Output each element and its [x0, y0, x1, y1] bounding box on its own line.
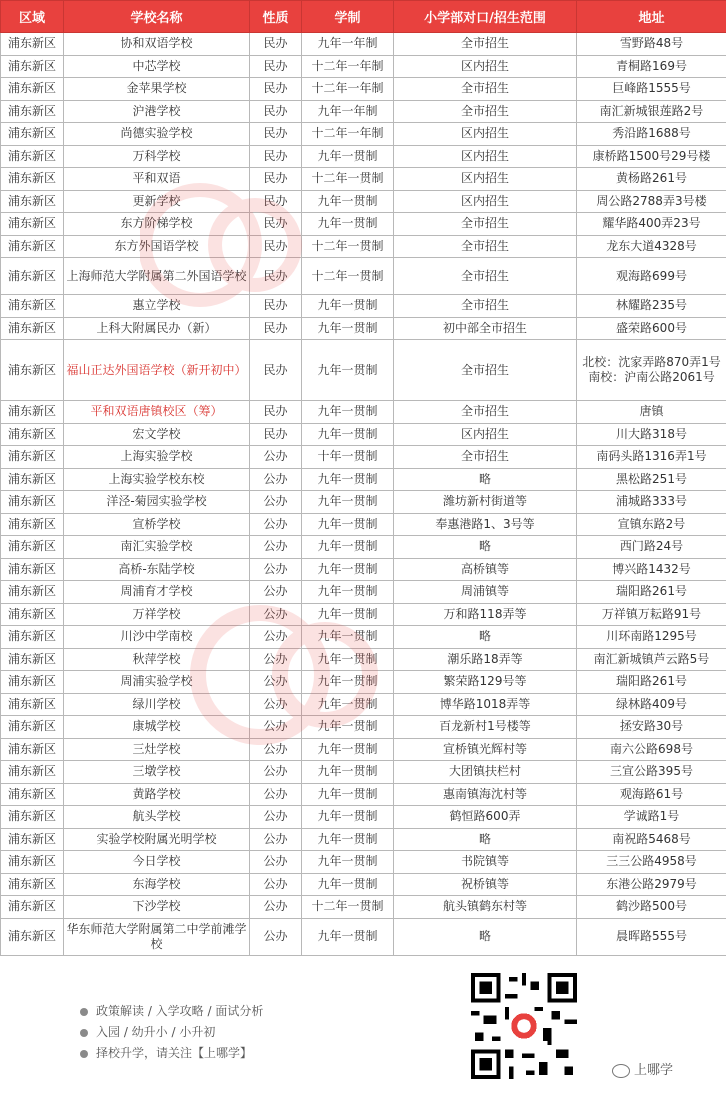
cell-address: 东港公路2979号 [577, 873, 726, 896]
cell-address: 耀华路400弄23号 [577, 213, 726, 236]
cell-address: 西门路24号 [577, 536, 726, 559]
cell-scope: 区内招生 [394, 145, 577, 168]
cell-address: 唐镇 [577, 401, 726, 424]
cell-address: 北校：沈家弄路870弄1号 南校：沪南公路2061号 [577, 340, 726, 401]
footer-bullet: 政策解读 / 入学攻略 / 面试分析 [80, 1001, 263, 1022]
cell-school-name: 东方阶梯学校 [64, 213, 250, 236]
cell-school-name: 川沙中学南校 [64, 626, 250, 649]
cell-system: 九年一贯制 [302, 648, 394, 671]
cell-school-name: 上科大附属民办（新） [64, 317, 250, 340]
cell-type: 民办 [250, 401, 302, 424]
table-row [1, 100, 726, 123]
cell-school-name: 上海实验学校东校 [64, 468, 250, 491]
table-row [1, 581, 726, 604]
cell-school-name: 黄路学校 [64, 783, 250, 806]
cell-address: 青桐路169号 [577, 55, 726, 78]
cell-region: 浦东新区 [1, 340, 64, 401]
cell-scope: 奉惠港路1、3号等 [394, 513, 577, 536]
table-row [1, 558, 726, 581]
cell-type: 公办 [250, 491, 302, 514]
cell-school-name: 实验学校附属光明学校 [64, 828, 250, 851]
cell-school-name: 绿川学校 [64, 693, 250, 716]
cell-system: 十二年一年制 [302, 78, 394, 101]
cell-address: 秀沿路1688号 [577, 123, 726, 146]
cell-region: 浦东新区 [1, 513, 64, 536]
cell-region: 浦东新区 [1, 123, 64, 146]
table-header-row [1, 1, 726, 33]
table-row [1, 123, 726, 146]
cell-school-name: 东方外国语学校 [64, 235, 250, 258]
cell-system: 九年一贯制 [302, 918, 394, 955]
cell-scope: 全市招生 [394, 401, 577, 424]
cell-school-name: 高桥-东陆学校 [64, 558, 250, 581]
footer [0, 963, 726, 1101]
cell-type: 民办 [250, 340, 302, 401]
cell-system: 九年一贯制 [302, 558, 394, 581]
cell-school-name: 三墩学校 [64, 761, 250, 784]
bullet-dot-icon [80, 1029, 88, 1037]
cell-scope: 万和路118弄等 [394, 603, 577, 626]
cell-system: 九年一年制 [302, 33, 394, 56]
cell-scope: 全市招生 [394, 295, 577, 318]
qr-code-icon [471, 973, 577, 1079]
cell-region: 浦东新区 [1, 806, 64, 829]
cell-scope: 略 [394, 536, 577, 559]
bullet-dot-icon [80, 1050, 88, 1058]
cell-region: 浦东新区 [1, 295, 64, 318]
cell-region: 浦东新区 [1, 190, 64, 213]
cell-scope: 略 [394, 918, 577, 955]
table-row [1, 828, 726, 851]
cell-region: 浦东新区 [1, 716, 64, 739]
cell-system: 九年一贯制 [302, 851, 394, 874]
table-row [1, 190, 726, 213]
cell-address: 学诚路1号 [577, 806, 726, 829]
cell-type: 公办 [250, 738, 302, 761]
table-row [1, 491, 726, 514]
header-scope: 小学部对口/招生范围 [394, 1, 577, 33]
cell-system: 十二年一贯制 [302, 168, 394, 191]
cell-address: 南祝路5468号 [577, 828, 726, 851]
cell-type: 民办 [250, 235, 302, 258]
cell-scope: 高桥镇等 [394, 558, 577, 581]
footer-bullet: 择校升学，请关注【上哪学】 [80, 1043, 263, 1064]
cell-type: 公办 [250, 828, 302, 851]
cell-school-name: 华东师范大学附属第二中学前滩学校 [64, 918, 250, 955]
table-row [1, 671, 726, 694]
cell-scope: 航头镇鹤东村等 [394, 896, 577, 919]
cell-school-name: 洋泾-菊园实验学校 [64, 491, 250, 514]
cell-system: 九年一贯制 [302, 423, 394, 446]
cell-scope: 繁荣路129号等 [394, 671, 577, 694]
cell-region: 浦东新区 [1, 491, 64, 514]
table-row [1, 806, 726, 829]
cell-scope: 鹤恒路600弄 [394, 806, 577, 829]
table-row [1, 446, 726, 469]
bullet-dot-icon [80, 1008, 88, 1016]
header-system: 学制 [302, 1, 394, 33]
cell-type: 民办 [250, 78, 302, 101]
cell-region: 浦东新区 [1, 873, 64, 896]
table-row [1, 536, 726, 559]
cell-scope: 惠南镇海沈村等 [394, 783, 577, 806]
cell-address: 绿林路409号 [577, 693, 726, 716]
cell-address: 鹤沙路500号 [577, 896, 726, 919]
cell-region: 浦东新区 [1, 145, 64, 168]
cell-type: 民办 [250, 190, 302, 213]
cell-system: 九年一贯制 [302, 468, 394, 491]
table-row [1, 78, 726, 101]
cell-scope: 区内招生 [394, 55, 577, 78]
cell-scope: 区内招生 [394, 423, 577, 446]
cell-school-name: 周浦育才学校 [64, 581, 250, 604]
cell-type: 公办 [250, 468, 302, 491]
cell-school-name: 中芯学校 [64, 55, 250, 78]
cell-school-name: 万祥学校 [64, 603, 250, 626]
cell-system: 九年一贯制 [302, 783, 394, 806]
cell-region: 浦东新区 [1, 918, 64, 955]
footer-bullets [80, 1001, 263, 1064]
cell-type: 公办 [250, 806, 302, 829]
table-row [1, 317, 726, 340]
cell-region: 浦东新区 [1, 761, 64, 784]
cell-school-name: 南汇实验学校 [64, 536, 250, 559]
cell-school-name: 东海学校 [64, 873, 250, 896]
cell-address: 川环南路1295号 [577, 626, 726, 649]
cell-address: 巨峰路1555号 [577, 78, 726, 101]
cell-system: 十二年一贯制 [302, 235, 394, 258]
cell-system: 九年一贯制 [302, 491, 394, 514]
table-row [1, 603, 726, 626]
table-row [1, 213, 726, 236]
table-row [1, 340, 726, 401]
cell-type: 民办 [250, 55, 302, 78]
cell-type: 民办 [250, 123, 302, 146]
cell-system: 九年一贯制 [302, 581, 394, 604]
cell-address: 瑞阳路261号 [577, 581, 726, 604]
cell-scope: 全市招生 [394, 33, 577, 56]
cell-region: 浦东新区 [1, 738, 64, 761]
cell-type: 民办 [250, 213, 302, 236]
cell-type: 公办 [250, 783, 302, 806]
cell-address: 三宣公路395号 [577, 761, 726, 784]
cell-scope: 全市招生 [394, 235, 577, 258]
table-row [1, 423, 726, 446]
table-row [1, 918, 726, 955]
table-row [1, 738, 726, 761]
cell-scope: 祝桥镇等 [394, 873, 577, 896]
table-row [1, 783, 726, 806]
cell-region: 浦东新区 [1, 235, 64, 258]
cell-type: 公办 [250, 761, 302, 784]
table-row [1, 896, 726, 919]
table-row [1, 648, 726, 671]
cell-scope: 百龙新村1号楼等 [394, 716, 577, 739]
cell-scope: 全市招生 [394, 258, 577, 295]
cell-region: 浦东新区 [1, 258, 64, 295]
cell-system: 九年一贯制 [302, 340, 394, 401]
cell-system: 九年一贯制 [302, 873, 394, 896]
cell-address: 晨晖路555号 [577, 918, 726, 955]
cell-system: 九年一贯制 [302, 536, 394, 559]
table-row [1, 468, 726, 491]
cell-scope: 区内招生 [394, 190, 577, 213]
cell-type: 公办 [250, 671, 302, 694]
cell-region: 浦东新区 [1, 446, 64, 469]
cell-school-name: 周浦实验学校 [64, 671, 250, 694]
cell-region: 浦东新区 [1, 213, 64, 236]
cell-type: 民办 [250, 33, 302, 56]
table-row [1, 626, 726, 649]
cell-system: 九年一贯制 [302, 513, 394, 536]
cell-address: 龙东大道4328号 [577, 235, 726, 258]
table-row [1, 716, 726, 739]
cell-scope: 潮乐路18弄等 [394, 648, 577, 671]
cell-address: 川大路318号 [577, 423, 726, 446]
cell-region: 浦东新区 [1, 401, 64, 424]
cell-type: 民办 [250, 317, 302, 340]
cell-region: 浦东新区 [1, 896, 64, 919]
cell-region: 浦东新区 [1, 603, 64, 626]
cell-scope: 周浦镇等 [394, 581, 577, 604]
cell-region: 浦东新区 [1, 581, 64, 604]
table-row [1, 873, 726, 896]
wechat-icon [612, 1064, 630, 1078]
cell-region: 浦东新区 [1, 671, 64, 694]
cell-region: 浦东新区 [1, 423, 64, 446]
cell-type: 公办 [250, 873, 302, 896]
cell-type: 公办 [250, 603, 302, 626]
cell-type: 民办 [250, 145, 302, 168]
table-row [1, 258, 726, 295]
cell-system: 九年一贯制 [302, 693, 394, 716]
cell-scope: 大团镇扶栏村 [394, 761, 577, 784]
cell-region: 浦东新区 [1, 536, 64, 559]
cell-school-name: 上海师范大学附属第二外国语学校 [64, 258, 250, 295]
cell-school-name: 秋萍学校 [64, 648, 250, 671]
table-body [1, 33, 726, 956]
cell-scope: 初中部全市招生 [394, 317, 577, 340]
cell-scope: 全市招生 [394, 100, 577, 123]
cell-type: 公办 [250, 558, 302, 581]
cell-school-name: 平和双语 [64, 168, 250, 191]
cell-system: 十二年一贯制 [302, 896, 394, 919]
brand-label: 上哪学 [612, 1059, 673, 1078]
cell-system: 九年一贯制 [302, 716, 394, 739]
cell-school-name: 今日学校 [64, 851, 250, 874]
cell-type: 公办 [250, 648, 302, 671]
cell-school-name: 平和双语唐镇校区（筹） [64, 401, 250, 424]
cell-type: 公办 [250, 851, 302, 874]
cell-address: 博兴路1432号 [577, 558, 726, 581]
cell-scope: 区内招生 [394, 123, 577, 146]
cell-region: 浦东新区 [1, 828, 64, 851]
cell-address: 康桥路1500号29号楼 [577, 145, 726, 168]
header-region: 区域 [1, 1, 64, 33]
cell-address: 周公路2788弄3号楼 [577, 190, 726, 213]
cell-school-name: 惠立学校 [64, 295, 250, 318]
cell-address: 南六公路698号 [577, 738, 726, 761]
cell-system: 九年一年制 [302, 100, 394, 123]
cell-type: 民办 [250, 168, 302, 191]
cell-system: 九年一贯制 [302, 603, 394, 626]
cell-system: 十年一贯制 [302, 446, 394, 469]
cell-system: 十二年一年制 [302, 123, 394, 146]
cell-school-name: 航头学校 [64, 806, 250, 829]
cell-type: 民办 [250, 100, 302, 123]
cell-scope: 宣桥镇光辉村等 [394, 738, 577, 761]
cell-region: 浦东新区 [1, 100, 64, 123]
cell-school-name: 万科学校 [64, 145, 250, 168]
cell-scope: 全市招生 [394, 78, 577, 101]
cell-system: 九年一贯制 [302, 295, 394, 318]
cell-system: 九年一贯制 [302, 828, 394, 851]
cell-region: 浦东新区 [1, 626, 64, 649]
footer-bullet: 入园 / 幼升小 / 小升初 [80, 1022, 263, 1043]
cell-type: 民办 [250, 295, 302, 318]
cell-system: 九年一贯制 [302, 145, 394, 168]
table-row [1, 761, 726, 784]
table-row [1, 145, 726, 168]
table-row [1, 295, 726, 318]
cell-type: 民办 [250, 423, 302, 446]
cell-scope: 书院镇等 [394, 851, 577, 874]
cell-region: 浦东新区 [1, 648, 64, 671]
cell-system: 九年一贯制 [302, 806, 394, 829]
table-row [1, 168, 726, 191]
cell-address: 拯安路30号 [577, 716, 726, 739]
cell-scope: 略 [394, 828, 577, 851]
cell-region: 浦东新区 [1, 693, 64, 716]
table-row [1, 693, 726, 716]
cell-scope: 全市招生 [394, 446, 577, 469]
cell-type: 公办 [250, 896, 302, 919]
cell-type: 公办 [250, 536, 302, 559]
table-row [1, 513, 726, 536]
cell-scope: 全市招生 [394, 213, 577, 236]
cell-region: 浦东新区 [1, 168, 64, 191]
cell-address: 浦城路333号 [577, 491, 726, 514]
cell-school-name: 福山正达外国语学校（新开初中） [64, 340, 250, 401]
cell-system: 九年一贯制 [302, 626, 394, 649]
cell-system: 九年一贯制 [302, 738, 394, 761]
cell-address: 宣镇东路2号 [577, 513, 726, 536]
cell-address: 黄杨路261号 [577, 168, 726, 191]
cell-scope: 博华路1018弄等 [394, 693, 577, 716]
cell-school-name: 下沙学校 [64, 896, 250, 919]
cell-type: 公办 [250, 693, 302, 716]
cell-address: 雪野路48号 [577, 33, 726, 56]
cell-type: 民办 [250, 258, 302, 295]
cell-school-name: 三灶学校 [64, 738, 250, 761]
cell-address: 万祥镇万耘路91号 [577, 603, 726, 626]
cell-address: 三三公路4958号 [577, 851, 726, 874]
cell-school-name: 金苹果学校 [64, 78, 250, 101]
cell-system: 十二年一年制 [302, 55, 394, 78]
cell-type: 公办 [250, 716, 302, 739]
cell-region: 浦东新区 [1, 33, 64, 56]
cell-school-name: 更新学校 [64, 190, 250, 213]
table-row [1, 55, 726, 78]
cell-scope: 潍坊新村街道等 [394, 491, 577, 514]
cell-region: 浦东新区 [1, 78, 64, 101]
cell-scope: 略 [394, 626, 577, 649]
cell-system: 九年一贯制 [302, 671, 394, 694]
cell-system: 九年一贯制 [302, 317, 394, 340]
cell-system: 九年一贯制 [302, 761, 394, 784]
cell-type: 公办 [250, 513, 302, 536]
cell-type: 公办 [250, 446, 302, 469]
header-type: 性质 [250, 1, 302, 33]
cell-system: 十二年一贯制 [302, 258, 394, 295]
header-address: 地址 [577, 1, 726, 33]
cell-system: 九年一贯制 [302, 190, 394, 213]
table-row [1, 235, 726, 258]
cell-school-name: 上海实验学校 [64, 446, 250, 469]
cell-scope: 略 [394, 468, 577, 491]
cell-address: 瑞阳路261号 [577, 671, 726, 694]
cell-school-name: 宏文学校 [64, 423, 250, 446]
cell-scope: 区内招生 [394, 168, 577, 191]
cell-region: 浦东新区 [1, 317, 64, 340]
cell-system: 九年一贯制 [302, 401, 394, 424]
cell-region: 浦东新区 [1, 851, 64, 874]
cell-region: 浦东新区 [1, 783, 64, 806]
cell-school-name: 宣桥学校 [64, 513, 250, 536]
cell-school-name: 尚德实验学校 [64, 123, 250, 146]
cell-region: 浦东新区 [1, 55, 64, 78]
cell-type: 公办 [250, 918, 302, 955]
cell-address: 南码头路1316弄1号 [577, 446, 726, 469]
cell-school-name: 沪港学校 [64, 100, 250, 123]
cell-address: 盛荣路600号 [577, 317, 726, 340]
table-row [1, 851, 726, 874]
header-school-name: 学校名称 [64, 1, 250, 33]
cell-scope: 全市招生 [394, 340, 577, 401]
cell-address: 南汇新城银莲路2号 [577, 100, 726, 123]
cell-address: 林耀路235号 [577, 295, 726, 318]
cell-address: 黑松路251号 [577, 468, 726, 491]
cell-system: 九年一贯制 [302, 213, 394, 236]
cell-address: 观海路699号 [577, 258, 726, 295]
table-row [1, 401, 726, 424]
cell-type: 公办 [250, 581, 302, 604]
cell-region: 浦东新区 [1, 468, 64, 491]
cell-address: 南汇新城镇芦云路5号 [577, 648, 726, 671]
cell-school-name: 康城学校 [64, 716, 250, 739]
cell-region: 浦东新区 [1, 558, 64, 581]
table-row [1, 33, 726, 56]
cell-type: 公办 [250, 626, 302, 649]
cell-school-name: 协和双语学校 [64, 33, 250, 56]
cell-address: 观海路61号 [577, 783, 726, 806]
